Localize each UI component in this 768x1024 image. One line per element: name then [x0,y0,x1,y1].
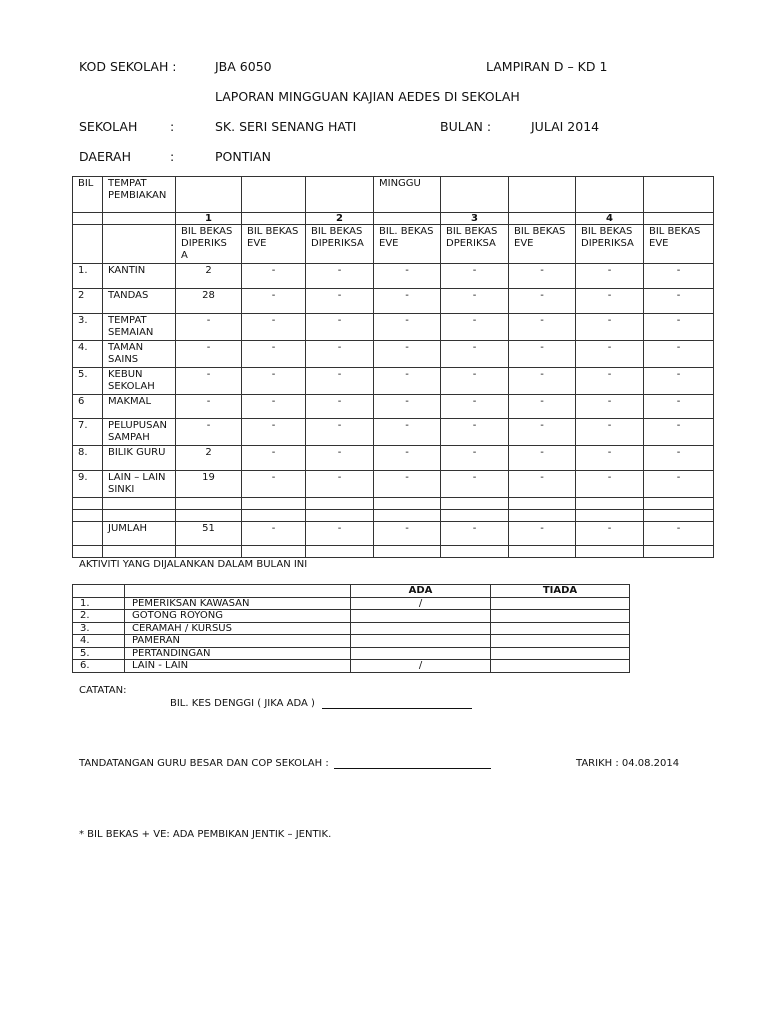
activity-name: PEMERIKSAN KAWASAN [125,597,351,610]
activities-header-row [73,585,630,598]
value-cell: - [509,446,576,471]
table-row [73,368,714,395]
bulan-label: BULAN : [440,119,492,134]
tempat-cell: LAIN – LAIN SINKI [103,471,176,498]
tempat-cell: TEMPAT SEMAIAN [103,314,176,341]
value-cell: - [644,264,714,289]
value-cell: - [176,395,242,419]
col-tempat-header: TEMPAT PEMBIAKAN [103,177,176,213]
value-cell: - [644,314,714,341]
value-cell: - [374,419,441,446]
value-cell: - [306,446,374,471]
value-cell: - [644,368,714,395]
bil-cell: 3. [73,314,103,341]
value-cell: - [306,341,374,368]
value-cell: - [441,395,509,419]
value-cell: - [374,314,441,341]
activity-row [73,647,630,660]
activity-ada: / [351,660,491,673]
tempat-cell: MAKMAL [103,395,176,419]
document-title: LAPORAN MINGGUAN KAJIAN AEDES DI SEKOLAH [215,89,520,104]
value-cell: - [441,419,509,446]
value-cell: 2 [176,446,242,471]
jumlah-cell: - [306,522,374,546]
activity-ada [351,647,491,660]
activity-ada [351,610,491,623]
kod-sekolah-label: KOD SEKOLAH : [79,59,177,74]
value-cell: - [509,314,576,341]
activity-no: 2. [73,610,125,623]
value-cell: - [509,264,576,289]
value-cell: - [176,419,242,446]
value-cell: - [441,289,509,314]
activities-title: AKTIVITI YANG DIJALANKAN DALAM BULAN INI [79,559,308,570]
activity-tiada [491,635,630,648]
activity-ada [351,635,491,648]
bil-cell: 9. [73,471,103,498]
activity-row [73,610,630,623]
jumlah-cell: - [441,522,509,546]
value-cell: - [509,419,576,446]
minggu-header: MINGGU [374,177,441,213]
bulan-value: JULAI 2014 [531,119,600,134]
activity-name: GOTONG ROYONG [125,610,351,623]
value-cell: - [176,368,242,395]
value-cell: - [441,368,509,395]
value-cell: 19 [176,471,242,498]
bil-cell: 7. [73,419,103,446]
value-cell: - [509,341,576,368]
value-cell: - [644,289,714,314]
value-cell: - [306,395,374,419]
jumlah-cell: 51 [176,522,242,546]
subheader-row [73,225,714,264]
value-cell: - [644,419,714,446]
value-cell: - [576,419,644,446]
jumlah-cell: - [374,522,441,546]
value-cell: - [441,471,509,498]
bil-cell: 1. [73,264,103,289]
jumlah-cell: - [242,522,306,546]
activity-tiada [491,660,630,673]
activity-tiada [491,647,630,660]
kes-denggi-blank [322,707,472,709]
value-cell: - [176,341,242,368]
value-cell: - [242,341,306,368]
bil-cell: 4. [73,341,103,368]
jumlah-cell: - [576,522,644,546]
value-cell: - [306,314,374,341]
subheader-cell: BIL BEKAS EVE [644,225,714,264]
col-ada-header: ADA [351,585,491,598]
lampiran-label: LAMPIRAN D – KD 1 [486,59,608,74]
tarikh-label: TARIKH : 04.08.2014 [576,758,680,769]
activity-row [73,622,630,635]
table-row [73,314,714,341]
tempat-cell: TAMAN SAINS [103,341,176,368]
value-cell: - [576,314,644,341]
catatan-label: CATATAN: [79,685,127,696]
activity-no: 5. [73,647,125,660]
activities-table [72,584,630,673]
bil-cell: 2 [73,289,103,314]
value-cell: - [306,368,374,395]
subheader-cell: BIL BEKAS EVE [242,225,306,264]
value-cell: - [509,471,576,498]
value-cell: - [576,289,644,314]
value-cell: - [441,264,509,289]
week-3-label: 3 [441,213,509,225]
blank-row [73,510,714,522]
value-cell: - [644,395,714,419]
value-cell: - [374,471,441,498]
daerah-label: DAERAH [79,149,131,164]
activity-name: PERTANDINGAN [125,647,351,660]
table-row [73,446,714,471]
week-number-row [73,213,714,225]
subheader-cell: BIL BEKAS DIPERIKSA [306,225,374,264]
jumlah-label: JUMLAH [103,522,176,546]
activity-ada [351,622,491,635]
value-cell: - [242,368,306,395]
tempat-cell: KANTIN [103,264,176,289]
value-cell: - [576,368,644,395]
kes-denggi-line [170,698,472,709]
value-cell: - [576,471,644,498]
value-cell: - [576,264,644,289]
tempat-cell: BILIK GURU [103,446,176,471]
value-cell: - [242,419,306,446]
value-cell: - [242,471,306,498]
sekolah-value: SK. SERI SENANG HATI [215,119,357,134]
daerah-value: PONTIAN [215,149,271,164]
week-2-label: 2 [306,213,374,225]
bil-cell: 5. [73,368,103,395]
table-row [73,419,714,446]
tempat-cell: KEBUN SEKOLAH [103,368,176,395]
value-cell: - [242,446,306,471]
footnote: * BIL BEKAS + VE: ADA PEMBIKAN JENTIK – JENTIK. [79,829,332,840]
weekly-survey-table [72,176,714,558]
value-cell: - [576,395,644,419]
activity-no: 3. [73,622,125,635]
value-cell: - [306,419,374,446]
activity-ada: / [351,597,491,610]
activity-row [73,597,630,610]
value-cell: - [374,264,441,289]
value-cell: - [441,341,509,368]
bil-cell: 8. [73,446,103,471]
jumlah-row [73,522,714,546]
value-cell: - [644,341,714,368]
tandatangan-blank [334,767,491,769]
value-cell: 28 [176,289,242,314]
value-cell: - [576,341,644,368]
value-cell: - [242,395,306,419]
activity-row [73,635,630,648]
value-cell: - [441,446,509,471]
blank-row [73,498,714,510]
activity-name: LAIN - LAIN [125,660,351,673]
kes-denggi-label: BIL. KES DENGGI ( JIKA ADA ) [170,698,315,709]
value-cell: - [509,289,576,314]
daerah-colon: : [170,149,175,164]
blank-row [73,546,714,558]
kod-sekolah-value: JBA 6050 [215,59,272,74]
value-cell: - [374,289,441,314]
subheader-cell: BIL BEKAS DIPERIKS A [176,225,242,264]
value-cell: - [306,471,374,498]
value-cell: - [374,368,441,395]
week-4-label: 4 [576,213,644,225]
sekolah-colon: : [170,119,175,134]
sekolah-label: SEKOLAH [79,119,138,134]
subheader-cell: BIL. BEKAS EVE [374,225,441,264]
tandatangan-label: TANDATANGAN GURU BESAR DAN COP SEKOLAH : [79,758,329,769]
value-cell: - [306,264,374,289]
value-cell: - [374,341,441,368]
subheader-cell: BIL BEKAS DPERIKSA [441,225,509,264]
value-cell: - [644,471,714,498]
jumlah-cell: - [644,522,714,546]
col-bil-header: BIL [73,177,103,213]
table-row [73,471,714,498]
activity-tiada [491,597,630,610]
tempat-cell: PELUPUSAN SAMPAH [103,419,176,446]
activity-tiada [491,610,630,623]
table-row [73,395,714,419]
value-cell: - [242,289,306,314]
value-cell: - [509,368,576,395]
value-cell: - [374,395,441,419]
activity-no: 6. [73,660,125,673]
table-row [73,264,714,289]
activity-tiada [491,622,630,635]
value-cell: - [306,289,374,314]
activity-no: 1. [73,597,125,610]
table-header-row [73,177,714,213]
value-cell: - [242,314,306,341]
value-cell: - [242,264,306,289]
tempat-cell: TANDAS [103,289,176,314]
bil-cell: 6 [73,395,103,419]
value-cell: - [176,314,242,341]
week-1-label: 1 [176,213,242,225]
value-cell: 2 [176,264,242,289]
value-cell: - [576,446,644,471]
subheader-cell: BIL BEKAS EVE [509,225,576,264]
col-tiada-header: TIADA [491,585,630,598]
activity-name: CERAMAH / KURSUS [125,622,351,635]
table-row [73,341,714,368]
value-cell: - [644,446,714,471]
jumlah-cell: - [509,522,576,546]
subheader-cell: BIL BEKAS DIPERIKSA [576,225,644,264]
value-cell: - [509,395,576,419]
activity-row [73,660,630,673]
value-cell: - [441,314,509,341]
activity-no: 4. [73,635,125,648]
tandatangan-line [79,758,491,769]
table-row [73,289,714,314]
value-cell: - [374,446,441,471]
activity-name: PAMERAN [125,635,351,648]
